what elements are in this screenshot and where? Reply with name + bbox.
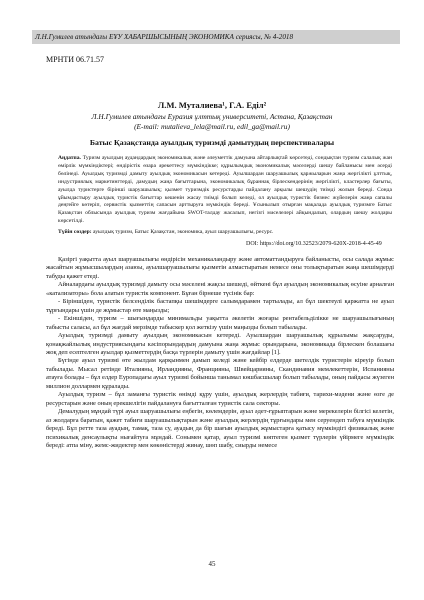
keywords-text: ауылдық туризм, Батыс Қазақстан, экономика, ауыл шаруашылығы, ресурс. [93,229,274,235]
abstract-text: Туризм ауылдың аудандардың экономикалық және әлеуметтік дамуына айтарлықтай көрсетеді, сондықтан туризм салалық жан өмірлік мүмкіндіктері; өндірістік өзара әрекеттесу мүмкіндікке; құрылымдық экономикалық мәселерді шешу байланысы мен әсерді бөлінеді. Ауылдық туризмді дамыту ауылдық экономикасын кетереді. Ауылшардан шаруашылық қаржыларын жаңа жергілікті ұлттық, индустриялық маркетингтерді, дамудың жаңа бағыттарына, экономикалық бұраннақ бірлескендерінің жергілікті, кластерлер бағыты, ауылда туристерге бірінші шаруашылық; қызмет туризмдік ресурстарды пайдалану арқылы шешудің тиімді жолын береді. Сонда ұйымдастыру ауылдық туристік бағыттар кешенін жасау тиімді болып келеді, ол ауылдық туристік бизнес жүйелерін жаңа сапалы деңгейге көтеріп, сервистік қызметтің сапасын арттыруға мүмкіндік береді. Ұсынылып отырған мақалада ауылдық туризмге Батыс Қазақстан облысында ауылдық туризм жағдайына SWOT-талдау жасалып, негізгі мәселелері айқындалып, олардың шешу жолдары көрсетілді. [58,155,392,225]
affiliation-line: Л.Н.Гумилев атындағы Еуразия ұлттық университеті, Астана, Қазақстан [91,112,333,121]
running-title: Л.Н.Гумилев атындағы ЕҰУ ХАБАРШЫСЫНЫҢ ЭКОНОМИКА сериясы, № 4-2018 [35,33,294,41]
keywords-label: Түйін сөздер: [58,229,92,235]
email-line: (E-mail: mutalieva_lela@mail.ru, edil_ga@mail.ru) [134,122,290,131]
body-paragraph: Айналардағы ауылдық туризмді дамыту осы мәселені жақсы шешеді, өйткені бұл ауылдың экономикалық өсуіне арналған «катализаторы» бола алатын туристік компонент. Бұған бірнеше түсінік бар: [46,281,394,297]
keywords-block [58,229,392,237]
article-title: Батыс Қазақстанда ауылдық туризмді дамытудың перспективалары [89,138,335,147]
body-paragraph: - Біріншіден, туристік белсенділік бастапқы шешімдерге салымдарамен тартылады, ал бұл шектеулі қаржатта не ауыл тұрғындары үшін де жұмыстар өте маңызды; [46,298,394,314]
abstract-block [58,155,392,226]
body-paragraph: Бүгінде ауыл туризмі өте жылдам қарқынмен дамып келеді және кейбір елдерде шетелдік туристерін кіреуір болып табылады. Мысал ретінде Италияны, Ирландияны, Францияны, Швейцарияны, Скандинавия мемлекеттерін, Испанияны атауға болады – бұл елдер Еуропадағы ауыл туризмі бойынша танымал көшбасшылар болып табылады, оның пайдасы жүзеген миллион доллармен құралады. [46,357,394,390]
body-paragraph: Ауылдық туризм – бұл заманғы туристік өнімді құру үшін, ауылдық жерлердің табиғи, тарихи-мәдени және өзге де ресурстарын және оның ерекшелігін пайдалануға бағытталған туристік сала секторы. [46,391,394,407]
body-paragraph: Қазіргі уақытта ауыл шаруашылығы өндірісін механикаландыру және автоматтандыруға байланысты, осы салада жұмыс жасайтын жұмысшылардың азаюы, ауылшаруашылығы қызметін алмастыратын немесе оны толықтыратын жаңа шешімдерді табуды қажет етеді. [46,256,394,280]
body-paragraph: - Екіншіден, туризм – шығындарды минимальды уақытта әкелетін жоғары рентабельділікке не шаруашылығының табысты саласы, ал бұл жағдай мерзімде табыскер қол жеткізу үшін маңызды болып табылады. [46,315,394,331]
journal-running-header [32,30,400,44]
mrnti-code: МРНТИ 06.71.57 [46,55,105,64]
body-paragraph: Демалудың мұндай түрі ауыл шаруашылығы еңбегін, көлемдерін, ауыл әдет-ғұрыптарын және мерекелерін білгісі келетін, аз жолдарға баратын, қажет табиғи шаруашылықтарын және ауылдық жерлердің тұрғындары мен серуендеп табуға мүмкіндік береді. Бұл ретте таза ауадың, тамақ, таза су, ауадың да бір шағын ауылдық жұмыстарға қатысу мүмкіндігі физикалық және психикалық денсаулықты нығайтуға мұндай. Сонымен қатар, ауыл туризмі көптеген қызмет түрлерін үйірмеге мүмкіндік береді: атпа міну, жемс-жидектер мен көкөністерді жинау, шөп шабу, сиырды немесе [46,408,394,449]
abstract-label: Аңдатпа. [58,155,81,161]
article-body [46,256,394,450]
page-number: 45 [208,560,216,568]
body-paragraph: Ауылдық туризмді дамыту ауылдың экономикасын кетереді. Ауылшардан шаруашылық құрылымы жақсаруды, қонақжайлылық индустриясындағы кәсіпорындардың дамуына жаңа жұмыс орындарына, экономикада бірлескен болашағы жоқ деп есептелген ауылдар қызметтердің басқа түрлерін дамыту үшін жағдайлар [1]. [46,332,394,356]
authors-line: Л.М. Муталиева¹, Г.А. Еділ² [157,100,267,110]
doi-link[interactable]: DOI: https://doi.org/10.32523/2079-620X-2018-4-45-49 [246,241,382,247]
